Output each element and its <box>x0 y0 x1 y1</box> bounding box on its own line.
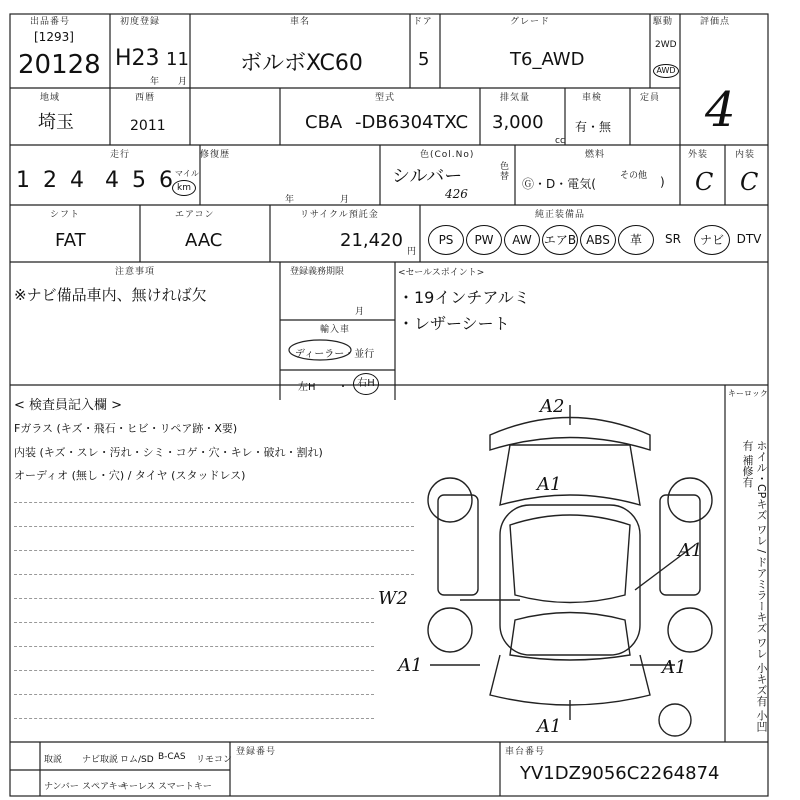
region-header: 地域 <box>40 93 61 103</box>
model-code: -DB6304TXC <box>355 112 469 133</box>
handle-dot: ・ <box>338 382 348 393</box>
footer-item: スペアキー <box>82 782 127 792</box>
damage-mark-front: A2 <box>540 396 565 417</box>
equipment-item: AW <box>504 225 540 255</box>
legend-vertical: ホイル・CPキズ ワレ / ドアミラーキズ ワレ 小キズ有 小凹有 補修有 <box>741 440 768 732</box>
inspector-title: < 検査員記入欄 > <box>14 398 123 413</box>
door-count: 5 <box>418 49 430 70</box>
fuel-options: Ⓖ・D・電気( <box>522 177 596 191</box>
exterior-grade: C <box>695 168 714 196</box>
auction-no-header: 出品番号 <box>30 17 71 27</box>
equipment-item: PW <box>466 225 502 255</box>
recycle-fee: 21,420 <box>340 230 403 251</box>
caution-text: ※ナビ備品車内、無ければ欠 <box>14 286 207 304</box>
first-reg-month: 11 <box>166 49 189 70</box>
registration-month: 月 <box>355 307 365 317</box>
line-3 <box>14 550 414 551</box>
line-5 <box>14 598 374 599</box>
sales-point-item: ・19インチアルミ <box>398 288 530 307</box>
first-reg-era: H23 <box>115 46 160 71</box>
footer-item: 取説 <box>44 755 63 765</box>
shift: FAT <box>55 230 86 251</box>
damage-mark-hood: A1 <box>537 474 562 495</box>
car-name-header: 車名 <box>290 17 311 27</box>
color-change: 色替 <box>500 162 510 182</box>
model-prefix: CBA <box>305 112 343 133</box>
line-9 <box>14 694 374 695</box>
fuel-other: その他 <box>620 171 648 181</box>
grade: T6_AWD <box>510 49 585 70</box>
drive-2wd: 2WD <box>655 40 677 50</box>
car-name: ボルボXC60 <box>240 51 363 76</box>
first-reg-header: 初度登録 <box>120 17 161 27</box>
turbo-options: 有・無 <box>575 120 612 134</box>
grade-header: グレード <box>510 17 551 27</box>
drive-header: 駆動 <box>653 17 674 27</box>
region: 埼玉 <box>38 112 74 133</box>
aircon: AAC <box>185 230 223 251</box>
mileage-digit: 5 <box>132 168 146 193</box>
mileage-unit-km: km <box>172 180 196 196</box>
score-header: 評価点 <box>700 17 731 27</box>
fuel-header: 燃料 <box>585 150 606 160</box>
score-value: 4 <box>705 82 736 138</box>
recycle-header: リサイクル預託金 <box>300 210 379 220</box>
footer-item: リモコン <box>196 755 233 765</box>
repair-year-unit: 年 <box>285 195 295 205</box>
line-6 <box>14 622 374 623</box>
line-1 <box>14 502 414 503</box>
fuel-close: ) <box>660 175 665 189</box>
line-7 <box>14 646 374 647</box>
interior-grade: C <box>740 168 759 196</box>
footer-item: キーレス <box>120 782 156 792</box>
mileage-digit: 6 <box>159 168 173 193</box>
mileage-digit: 4 <box>105 168 119 193</box>
footer-item: スマートキー <box>158 782 212 792</box>
body-color: シルバー <box>392 166 463 187</box>
color-code: 426 <box>445 187 468 201</box>
interior-line: 内装 (キズ・スレ・汚れ・シミ・コゲ・穴・キレ・破れ・割れ) <box>14 446 323 459</box>
lot-number: 20128 <box>18 50 101 80</box>
shift-header: シフト <box>50 210 81 220</box>
equipment-item: SR <box>665 232 681 246</box>
line-4 <box>14 574 414 575</box>
mileage-digit: 4 <box>70 168 84 193</box>
line-2 <box>14 526 414 527</box>
sales-point-header: <セールスポイント> <box>398 268 485 278</box>
caution-header: 注意事項 <box>115 267 156 277</box>
year-header: 西暦 <box>135 93 156 103</box>
displacement-header: 排気量 <box>500 93 531 103</box>
equipment-item: ナビ <box>694 225 730 255</box>
mileage-digit: 2 <box>43 168 57 193</box>
import-header: 輸入車 <box>320 325 351 335</box>
mileage-unit-mile: マイル <box>175 169 199 178</box>
inspection-header: 車検 <box>582 93 603 103</box>
aircon-header: エアコン <box>175 210 215 220</box>
footer-item: ロム/SD <box>120 755 154 765</box>
line-8 <box>14 670 374 671</box>
displacement: 3,000 <box>492 112 544 133</box>
car-diagram <box>420 395 720 740</box>
equipment-item: PS <box>428 225 464 255</box>
drive-awd-circled: AWD <box>653 64 679 78</box>
damage-mark-left-rear: A1 <box>398 655 423 676</box>
model-year: 2011 <box>130 118 166 134</box>
equipment-item: 革 <box>618 225 654 255</box>
sales-point-item: ・レザーシート <box>398 314 510 333</box>
chassis-header: 車台番号 <box>505 747 546 757</box>
reg-number-header: 登録番号 <box>236 747 277 757</box>
footer-item: ナビ取説 <box>82 755 119 765</box>
color-header: 色(Col.No) <box>420 150 475 160</box>
year-unit: 年 <box>150 77 160 87</box>
repair-header: 修復歴 <box>200 150 231 160</box>
mileage-header: 走行 <box>110 150 131 160</box>
interior-header: 内装 <box>735 150 756 160</box>
damage-mark-right-rear: A1 <box>662 657 687 678</box>
footer-item: ナンバー <box>44 782 79 792</box>
month-unit: 月 <box>178 77 188 87</box>
equipment-header: 純正装備品 <box>535 210 586 220</box>
equipment-item: ABS <box>580 225 616 255</box>
damage-mark-rear: A1 <box>537 716 562 737</box>
model-header: 型式 <box>375 93 396 103</box>
registration-header: 登録義務期限 <box>290 267 345 277</box>
audio-tire-line: オーディオ (無し・穴) / タイヤ (スタッドレス) <box>14 469 246 482</box>
door-header: ドア <box>413 17 433 27</box>
dealer-circle <box>287 338 353 362</box>
capacity-header: 定員 <box>640 93 661 103</box>
exterior-header: 外装 <box>688 150 709 160</box>
repair-month-unit: 月 <box>340 195 350 205</box>
glass-line: Fガラス (キズ・飛石・ヒビ・リペア跡・X要) <box>14 422 238 435</box>
equipment-item: エアB <box>542 225 578 255</box>
yen-unit: 円 <box>407 247 417 257</box>
lot-code: [1293] <box>34 30 74 44</box>
footer-item: B-CAS <box>158 752 186 762</box>
key-lock-label: キーロック <box>728 389 768 398</box>
chassis-number: YV1DZ9056C2264874 <box>520 763 720 784</box>
handle-right-circled: 右H <box>353 373 379 395</box>
handle-left: 左H <box>298 382 316 393</box>
damage-mark-left-door: W2 <box>378 588 408 609</box>
line-10 <box>14 718 374 719</box>
equipment-item: DTV <box>736 232 762 246</box>
import-options: ディーラー・並行 <box>295 349 375 360</box>
mileage-digit: 1 <box>16 168 30 193</box>
cc-unit: cc <box>555 136 565 146</box>
damage-mark-right-door: A1 <box>678 540 703 561</box>
